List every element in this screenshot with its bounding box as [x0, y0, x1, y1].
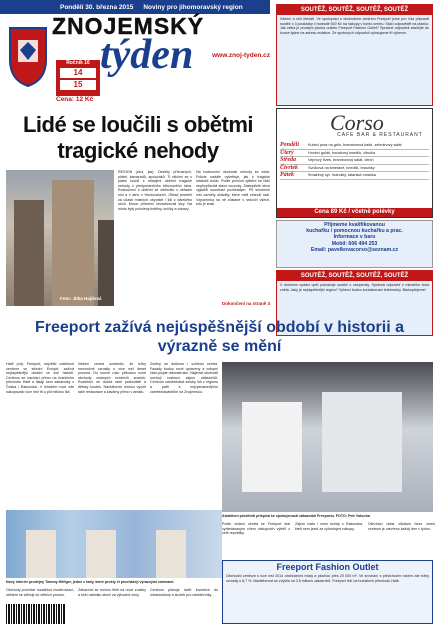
photo-caption: Atraktivní prostředí přispívá ke spokojenosti zákazníků Freeportu. FOTO: Petr Vokurka [222, 514, 370, 518]
menu-day: Čtvrtek [280, 164, 298, 171]
tagline: Noviny pro jihomoravský region [143, 3, 243, 11]
contest-text-2: V dnešním vydání opět pokračuje soutěž o vstupenky. Správná odpověď z minulého čísla zněla: Jaký je nejúspěšnější region? Výherci budou kontaktováni telefonicky. Blahopřejeme! [280, 283, 429, 292]
article-column-3: Změny se dotknou i vzhledu centra. Fasády budou nově upraveny a vstupní část projde rekonstrukcí. Nájemci obchodů oceňují rostoucí zájem zákazníků. Centrum zaměstnává stovky lidí z regionu a patří k nejvýznamnějším zaměstnavatelům na Znojemsku. [150, 362, 218, 394]
article-column-1: Hatě (od). Freeport, největší outletové centrum ve střední Evropě, zažívá nejúspěšnější období ve své historii. Centrum se nachází přímo na hraničním přechodu Hatě a lákají sem zákazníky z Česka i Rakouska. V loňském roce zde nakupovalo více než tři a půl milionu lidí. [6, 362, 74, 394]
menu-dish: Vepřový řízek, bramborový salát, citrón [308, 158, 374, 163]
photo-credit: Foto: Jitka Hajdová [60, 296, 102, 301]
store-photo [6, 510, 222, 578]
brand-name-tyden: týden [100, 32, 194, 78]
menu-row [280, 150, 429, 158]
menu-day: Středa [280, 157, 297, 164]
menu-day: Pátek [280, 172, 294, 179]
corso-subtitle: CAFE BAR & RESTAURANT [337, 132, 423, 138]
date-line: Pondělí 30. března 2015 [60, 3, 134, 11]
menu-day: Pondělí [280, 142, 299, 148]
article-column-5: Zákazníci se mohou těšit na nové značky a širší nabídku zboží za výhodné ceny. [78, 588, 146, 597]
lead-column-2: Na hodnocení okolností nehody se čeká. Policie nadále vyšetřuje, jak k tragické události došlo. Podle prvních zjištění se řidič nepřizpůsobil stavu vozovky. Zastupitelé obce vyjádřili soustrast pozůstalým. Při smuteční mši zazněly skladby, které měli zesnulí rádi. Vzpomínka na ně zůstane v srdcích všech, kdo je znali. [196, 170, 270, 207]
second-headline: Freeport zažívá nejúspěšnější období v historii a výrazně se mění [35, 319, 404, 355]
barcode-icon [6, 604, 66, 624]
photo-caption-2: Nový interiér prodejny Tommy Hilfiger, jedné z řady, které prošly či procházejí výraznými změnami. [6, 580, 175, 584]
job-title: Přijmeme kvalifikovanou [324, 222, 385, 228]
job-phone[interactable]: Mobil: 606 494 253 [331, 240, 378, 247]
article-column-8: Zájem roste i mezi turisty z Rakouska, kteří sem jezdí za výhodnými nákupy. [295, 522, 363, 531]
menu-row [280, 157, 429, 165]
contest-text: Vážení a milí čtenáři. Ve spolupráci s obchodním centrem Freeport jsme pro Vás připravili soutěž o 3 poukázky v hodnotě 500 Kč na nákupy v tomto centru. Stačí odpovědět na otázku: Jak velká je prodejní plocha outletu Freeport Fashion Outlet? Správné odpovědi zasílejte do konce týdne na adresu redakce. Ze správných odpovědí vylosujeme tři výherce. [280, 17, 429, 35]
lead-photo [6, 170, 114, 306]
date-bar [0, 0, 270, 14]
outlet-text: Obchodní centrum s více než 2014 obchodními místy a plochou přes 20 000 m². Ve srovnání s předchozím rokem zde tržby vzrostly o 8,7 %. Návštěvnost se zvýšila na 3,5 milionu zákazníků. Freeport leží na hraničním přechodu Hatě. [226, 574, 429, 583]
job-info: Informace v baru [333, 234, 376, 241]
menu-row [280, 165, 429, 173]
menu-dish: Kuřecí prsa na grilu, bramborová kaše, zeleninový salát [308, 143, 402, 147]
menu-dish: Smažený sýr, hranolky, tatarská omáčka [308, 173, 376, 178]
job-ad-text [280, 222, 429, 253]
continued-note: Dokončení na straně 3 [221, 301, 270, 306]
menu-dish: Hovězí guláš, houskový knedlík, cibulka [308, 150, 376, 155]
issue-label: Ročník 16 [66, 60, 90, 66]
website-url[interactable]: www.znoj-tyden.cz [212, 52, 270, 59]
job-position: kuchařku / pomocnou kuchařku a prac. [306, 228, 403, 235]
lead-headline: Lidé se loučili s obětmi tragické nehody [22, 112, 254, 163]
article-column-9: Otevírací doba zůstává beze změn, centrum je otevřeno každý den v týdnu. [368, 522, 436, 531]
menu-dish: Svíčková na smetaně, knedlík, brusinky [308, 165, 375, 170]
issue-number-box [56, 60, 100, 96]
weekly-menu [280, 142, 429, 180]
menu-day: Úterý [280, 149, 294, 156]
contest-heading-2: SOUTĚŽ, SOUTĚŽ, SOUTĚŽ, SOUTĚŽ [277, 271, 432, 281]
issue-number: 14 [60, 68, 96, 78]
menu-row [280, 142, 429, 150]
lead-column-1: REGION (zkul, jas). Desítky příbuzných, přátel, kamarádů, spolužáků. Ti všichni se v pátek loučili s mladými oběťmi tragické nehody z předposledního březnového rána. Rozloučení s oběťmi se odehrálo v obřadní síni a v atriu v Hrušovanech. Obřad proběhl za účasti místních obyvatel i lidí z dalekého okolí. Mnozí přítomní nezadržovali slzy. Na místo byly položeny květiny, svíčky a vzkazy. [118, 170, 192, 211]
article-column-2: Vedení centra oznámilo, že tržby meziročně vzrostly o více než deset procent. Do konce roku přibudou nové obchody známých módních značek. Rozšíření se dočká také parkoviště a dětský koutek. Návštěvníci mohou využít také restaurace a kavárny přímo v areálu. [78, 362, 146, 394]
price: Cena: 12 Kč [56, 96, 94, 103]
menu-row [280, 172, 429, 180]
job-email[interactable]: Email: pavelkovacorso@seznam.cz [310, 246, 399, 253]
contest-heading: SOUTĚŽ, SOUTĚŽ, SOUTĚŽ, SOUTĚŽ [277, 5, 432, 15]
issue-number-2: 15 [60, 80, 96, 90]
corso-logo: Corso [330, 110, 384, 135]
article-column-7: Podle vedení centra se Freeport stal vyhledávaným cílem nákupních výletů z celé republiky. [222, 522, 290, 536]
article-column-4: Obchody prochází rozsáhlou modernizací, některé se stěhují do větších prostor. [6, 588, 74, 597]
menu-price: Cena 89 Kč / včetně polévky [277, 208, 432, 217]
brand-name: ZNOJEMSKÝ [52, 13, 205, 39]
store-interior-photo [222, 362, 433, 512]
outlet-title: Freeport Fashion Outlet [276, 562, 379, 572]
article-column-6: Centrum plánuje další investice do infrastruktury a služeb pro návštěvníky. [150, 588, 218, 597]
coat-of-arms-icon [6, 20, 50, 88]
